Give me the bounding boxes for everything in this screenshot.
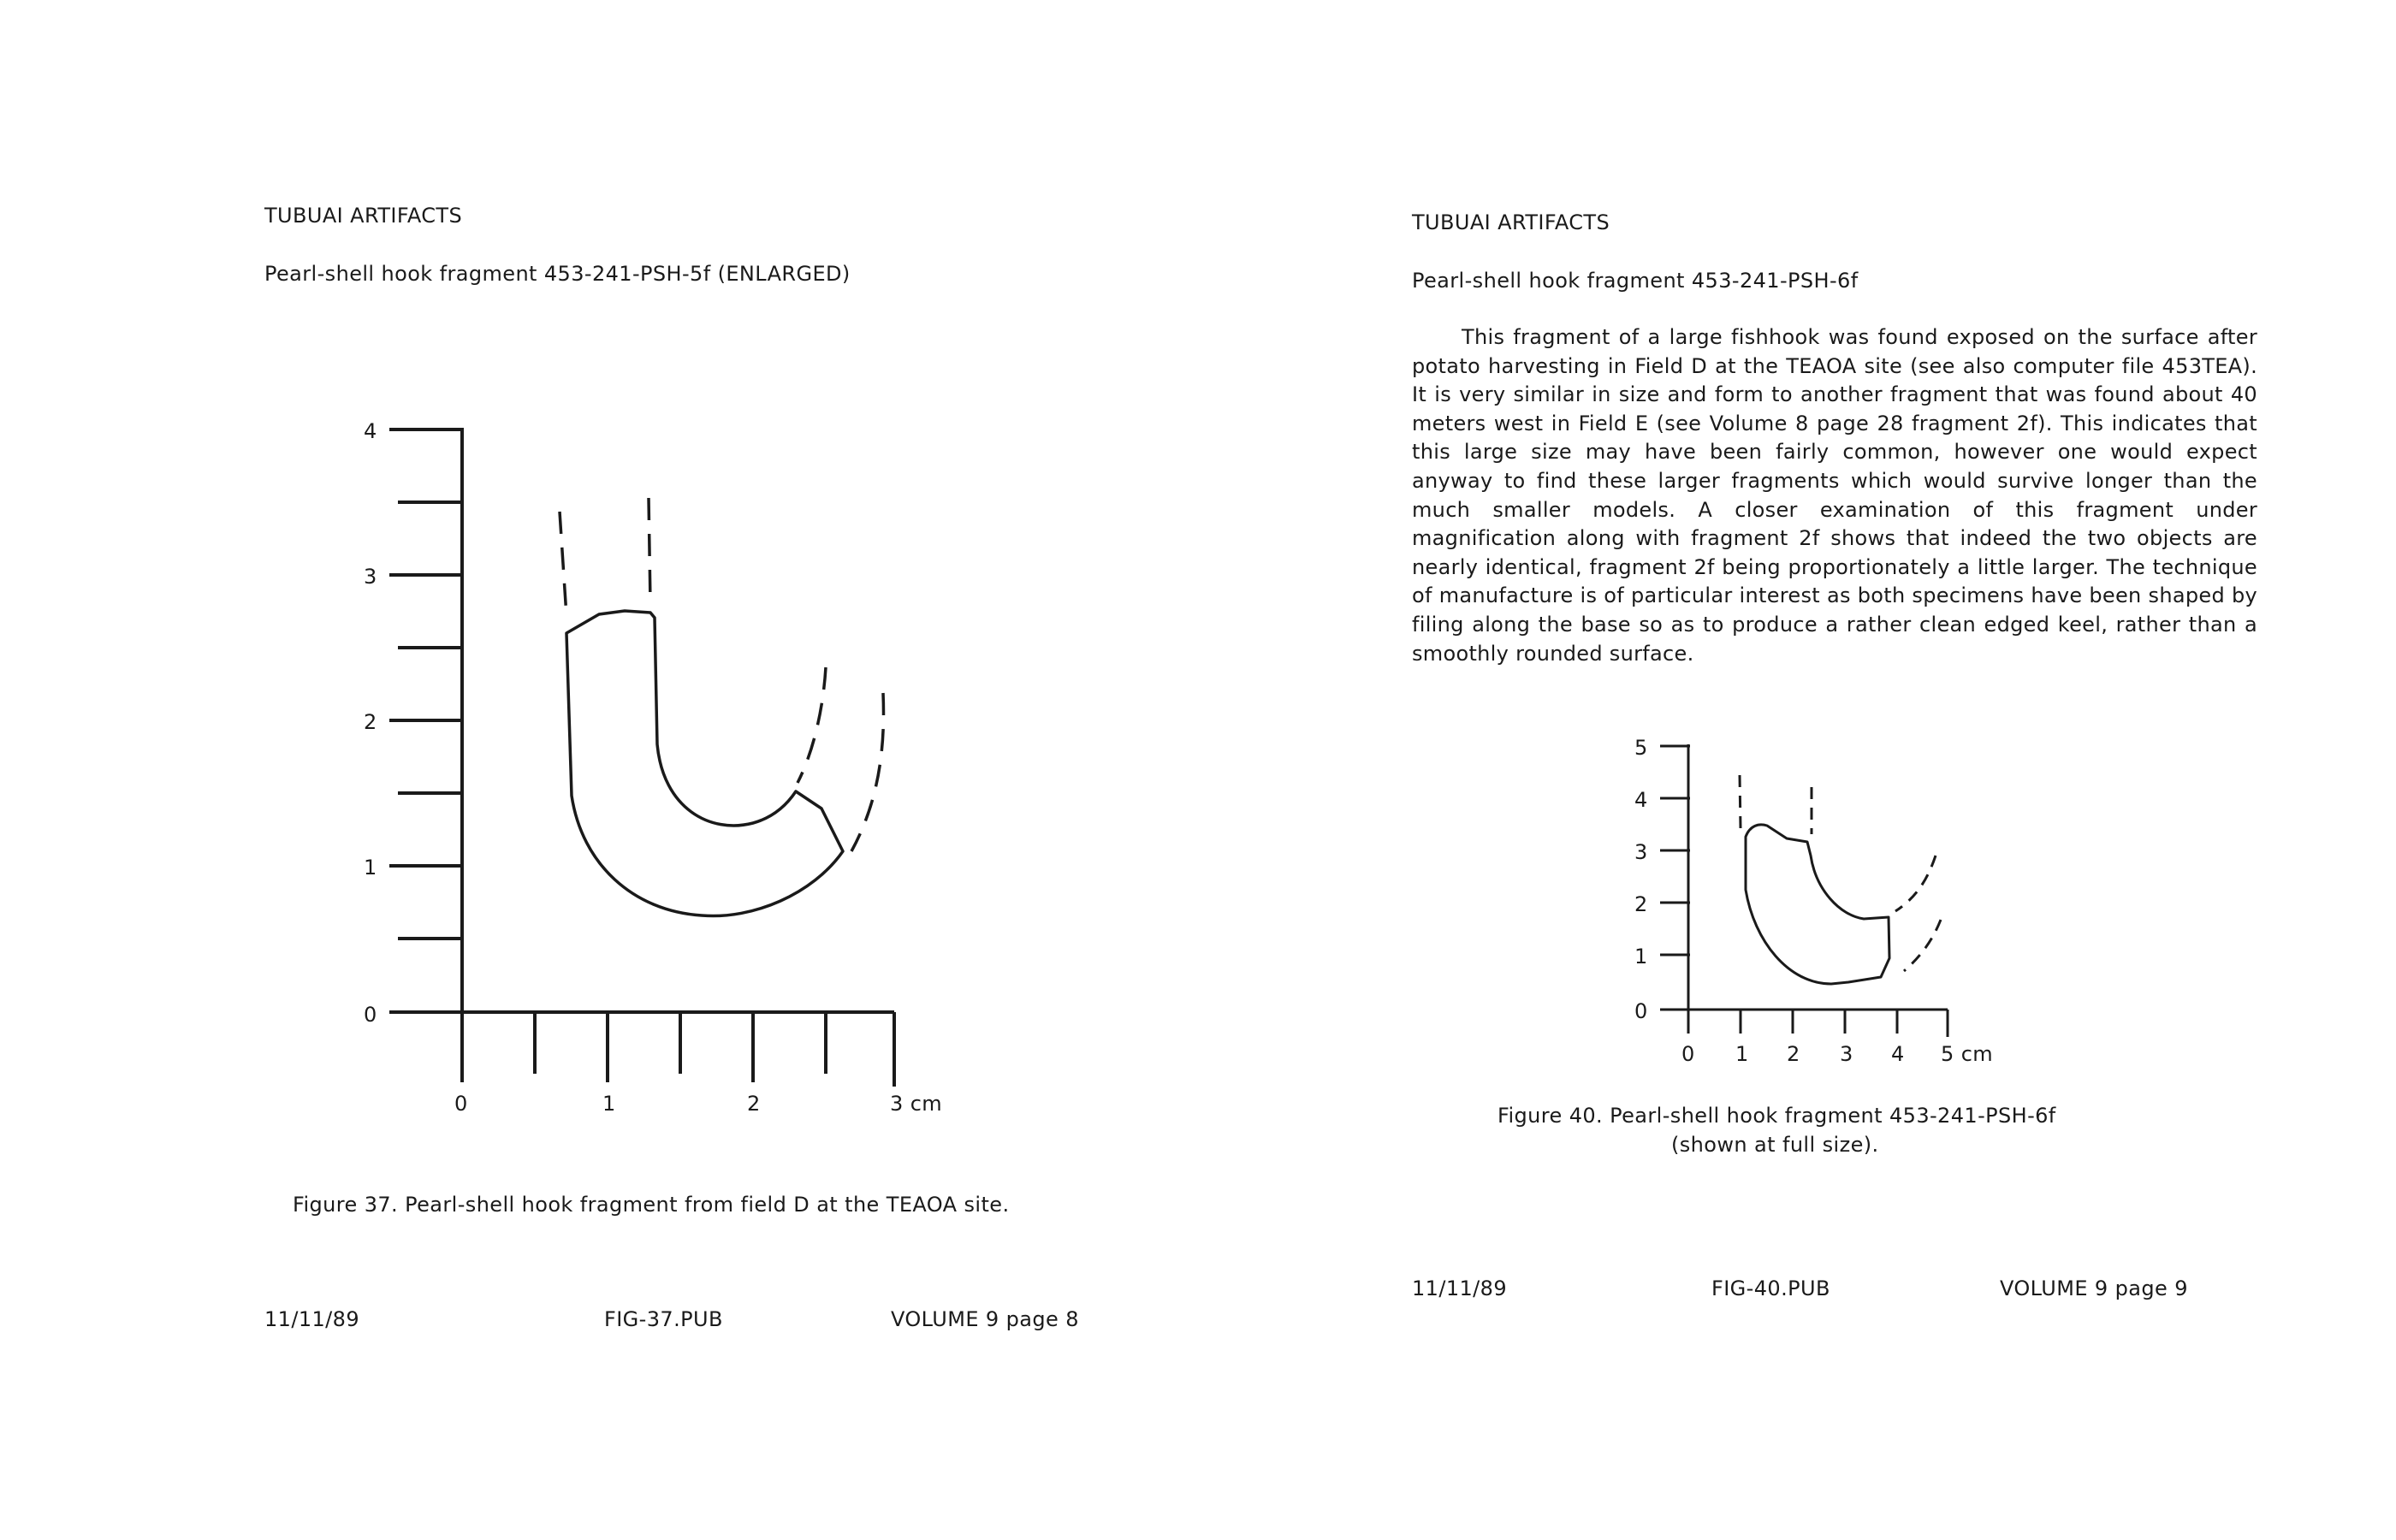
- hook-6f-dashed-extensions: [1740, 775, 1941, 971]
- hook-5f-dashed-extensions: [560, 498, 884, 851]
- left-footer-file: FIG-37.PUB: [604, 1307, 723, 1331]
- description-paragraph: This fragment of a large fishhook was found exposed on the surface after potato harvesting in Field D at the TEAOA site (see also computer file 453TEA). It is very similar in size and form to another fragment that was found about 40 meters west in Field E (see Volume 8 page 28 fragment 2f). This indicates that this large size may have been fairly common, however one would expect anyway to find these larger fragments which would survive longer than the much smaller models. A closer examination of this fragment under magnification along with fragment 2f shows that indeed the two objects are nearly identical, fragment 2f being proportionately a little larger. The technique of manufacture is of particular interest as both specimens have been shaped by filing along the base so as to produce a rather clean edged keel, rather than a smoothly rounded surface.: [1412, 325, 2257, 666]
- left-page-header: TUBUAI ARTIFACTS: [264, 204, 463, 228]
- y6-tick-label-3: 3: [1634, 840, 1648, 864]
- x-tick-label-1: 1: [602, 1092, 616, 1116]
- hook-5f-outline: [566, 611, 843, 916]
- figure-40-caption-line2: (shown at full size).: [1671, 1133, 1879, 1157]
- right-page: [1198, 0, 2396, 1540]
- y-tick-label-3: 3: [364, 565, 377, 589]
- x6-tick-label-4: 4: [1891, 1042, 1905, 1066]
- y6-tick-label-1: 1: [1634, 945, 1648, 968]
- y-tick-label-1: 1: [364, 856, 377, 880]
- x6-tick-label-5cm: 5 cm: [1941, 1042, 1994, 1066]
- left-footer-date: 11/11/89: [264, 1307, 359, 1331]
- right-footer-file: FIG-40.PUB: [1711, 1276, 1830, 1300]
- right-footer-date: 11/11/89: [1412, 1276, 1507, 1300]
- left-footer-page: VOLUME 9 page 8: [891, 1307, 1079, 1331]
- y-tick-label-4: 4: [364, 419, 377, 443]
- y-tick-label-2: 2: [364, 710, 377, 734]
- x-tick-label-0: 0: [454, 1092, 468, 1116]
- x6-tick-label-0: 0: [1681, 1042, 1695, 1066]
- right-figure-drawing: [1198, 0, 2396, 1540]
- hook-6f-outline: [1746, 825, 1889, 984]
- y6-tick-label-2: 2: [1634, 892, 1648, 916]
- y6-tick-label-5: 5: [1634, 736, 1648, 760]
- right-figure-title: Pearl-shell hook fragment 453-241-PSH-6f: [1412, 269, 1859, 293]
- x6-tick-label-1: 1: [1735, 1042, 1749, 1066]
- x-tick-label-3cm: 3 cm: [890, 1092, 943, 1116]
- left-scale-axes: [389, 429, 894, 1087]
- y6-tick-label-0: 0: [1634, 999, 1648, 1023]
- figure-37-caption: Figure 37. Pearl-shell hook fragment from field D at the TEAOA site.: [293, 1193, 1010, 1217]
- x6-tick-label-3: 3: [1840, 1042, 1853, 1066]
- right-scale-axes: [1660, 744, 1948, 1037]
- left-figure-title: Pearl-shell hook fragment 453-241-PSH-5f (ENLARGED): [264, 262, 851, 286]
- right-footer-page: VOLUME 9 page 9: [2000, 1276, 2188, 1300]
- right-page-header: TUBUAI ARTIFACTS: [1412, 210, 1610, 234]
- y6-tick-label-4: 4: [1634, 788, 1648, 812]
- figure-40-caption-line1: Figure 40. Pearl-shell hook fragment 453-241-PSH-6f: [1498, 1104, 2056, 1128]
- x-tick-label-2: 2: [747, 1092, 761, 1116]
- x6-tick-label-2: 2: [1787, 1042, 1800, 1066]
- y-tick-label-0: 0: [364, 1003, 377, 1027]
